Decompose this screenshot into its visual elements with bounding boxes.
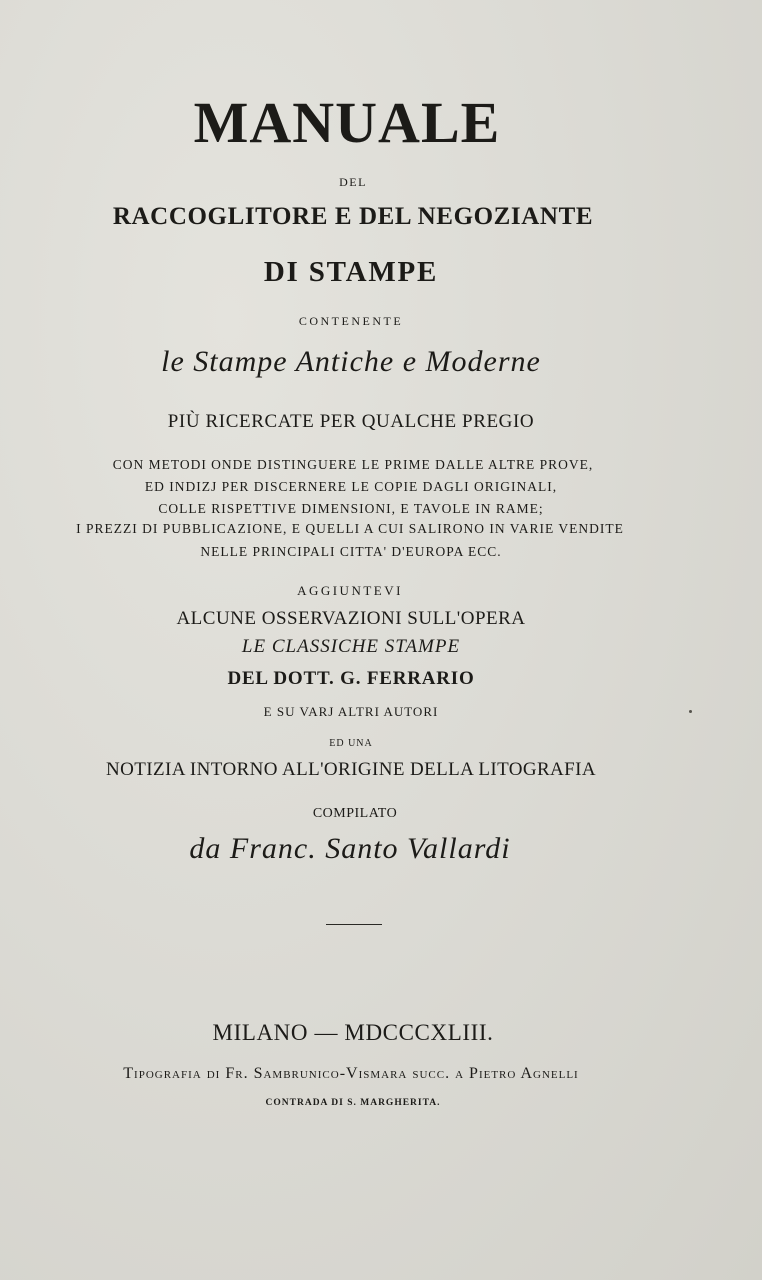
subtitle-di-stampe: DI STAMPE	[263, 256, 439, 288]
methods-line-5: NELLE PRINCIPALI CITTA' D'EUROPA ECC.	[200, 544, 502, 559]
su-varj-line: E SU VARJ ALTRI AUTORI	[263, 704, 439, 719]
imprint-place-date: MILANO — MDCCCXLIII.	[212, 1020, 494, 1045]
title-connector-del: DEL	[339, 175, 367, 189]
notizia-line: NOTIZIA INTORNO ALL'ORIGINE DELLA LITOGRAFIA	[106, 759, 596, 780]
imprint-address: CONTRADA DI S. MARGHERITA.	[265, 1098, 441, 1108]
alcune-osservazioni-line: ALCUNE OSSERVAZIONI SULL'OPERA	[176, 608, 526, 629]
script-line-stampe: le Stampe Antiche e Moderne	[161, 345, 541, 378]
subtitle-raccoglitore: RACCOGLITORE E DEL NEGOZIANTE	[112, 203, 594, 230]
ed-una-label: ED UNA	[329, 738, 373, 749]
paper-speck	[689, 710, 692, 713]
author-line: da Franc. Santo Vallardi	[189, 832, 511, 865]
methods-line-1: CON METODI ONDE DISTINGUERE LE PRIME DALLE ALTRE PROVE,	[112, 457, 594, 472]
ferrario-line: DEL DOTT. G. FERRARIO	[227, 668, 475, 689]
book-title: MANUALE	[193, 90, 501, 155]
classiche-stampe-line: LE CLASSICHE STAMPE	[241, 636, 461, 657]
methods-line-3: COLLE RISPETTIVE DIMENSIONI, E TAVOLE IN RAME;	[158, 501, 544, 516]
imprint-printer: Tipografia di Fr. Sambrunico-Vismara succ. a Pietro Agnelli	[123, 1065, 579, 1082]
methods-line-2: ED INDIZJ PER DISCERNERE LE COPIE DAGLI ORIGINALI,	[144, 479, 558, 494]
piu-ricercate-line: PIÙ RICERCATE PER QUALCHE PREGIO	[167, 411, 535, 432]
contenente-label: CONTENENTE	[298, 314, 404, 328]
separator-rule	[326, 924, 382, 925]
aggiuntevi-label: AGGIUNTEVI	[297, 583, 403, 598]
methods-line-4: I PREZZI DI PUBBLICAZIONE, E QUELLI A CUI SALIRONO IN VARIE VENDITE	[76, 521, 624, 536]
compilato-label: COMPILATO	[312, 806, 398, 821]
